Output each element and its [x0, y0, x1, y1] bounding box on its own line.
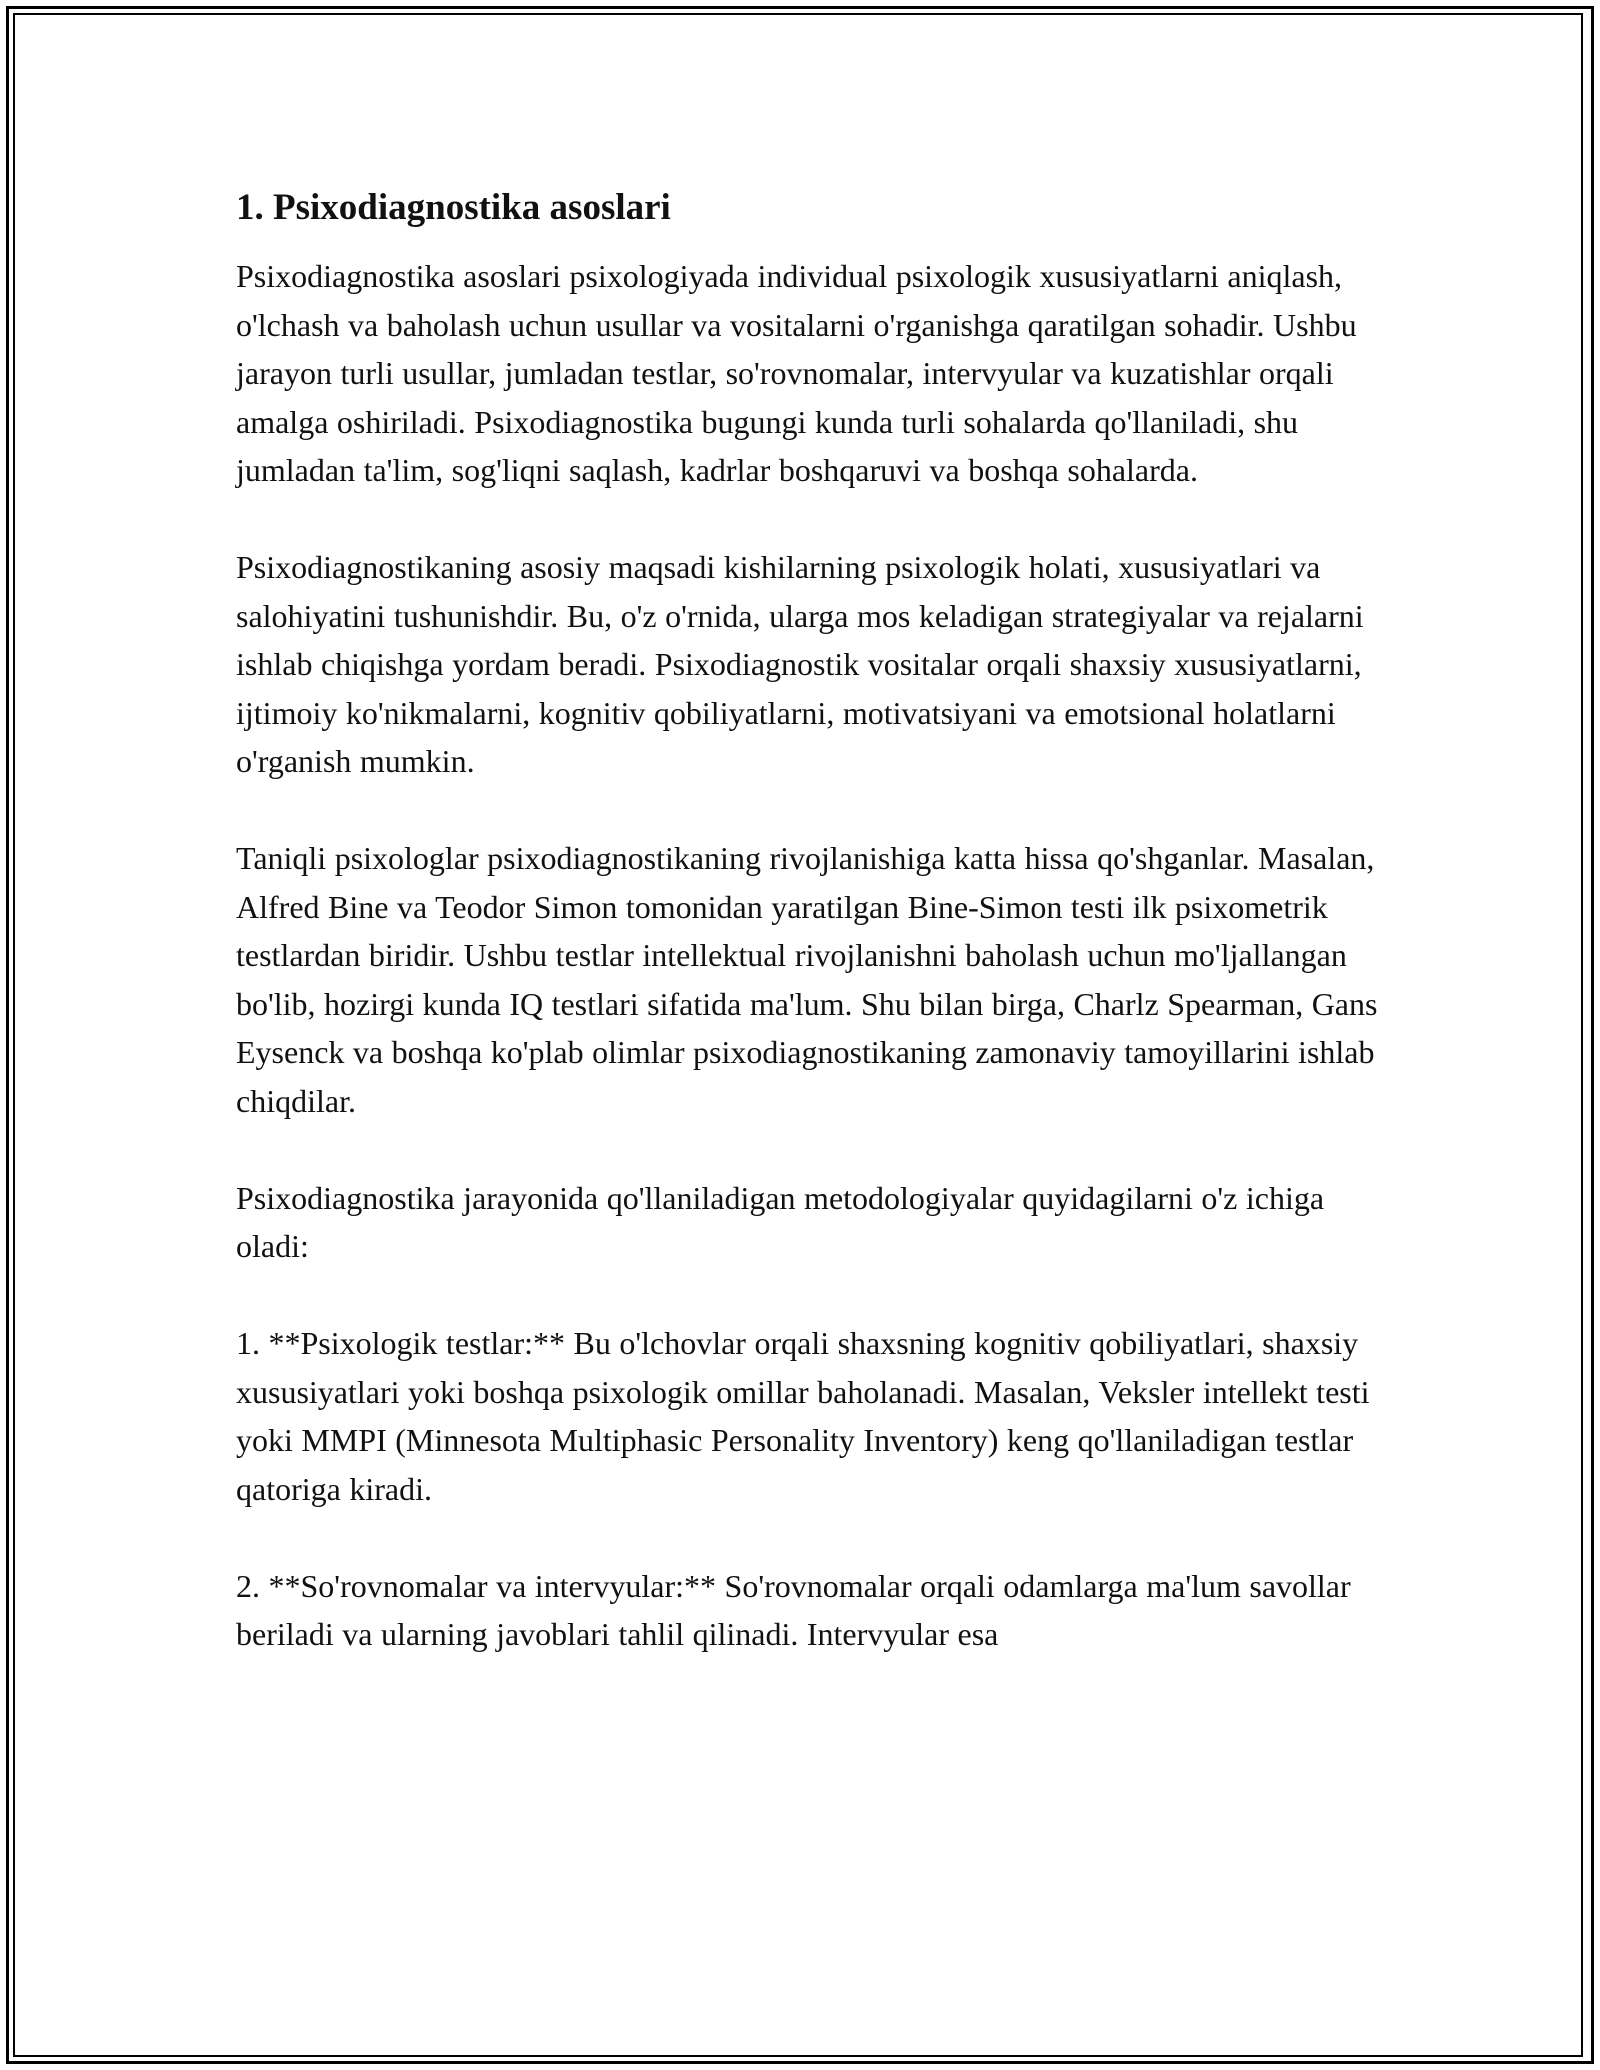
- document-body: [236, 186, 1386, 1707]
- paragraph-methods-intro: Psixodiagnostika jarayonida qo'llaniladigan metodologiyalar quyidagilarni o'z ichiga oladi:: [236, 1179, 1325, 1265]
- section-heading: 1. Psixodiagnostika asoslari: [236, 187, 671, 228]
- paragraph-intro: Psixodiagnostika asoslari psixologiyada individual psixologik xususiyatlarni aniqlash, o'lchash va baholash uchun usullar va vositalarni o'rganishga qaratilgan sohadir. Ushbu jarayon turli usullar, jumladan testlar, so'rovnomalar, intervyular va kuzatishlar orqali amalga oshiriladi. Psixodiagnostika bugungi kunda turli sohalarda qo'llaniladi, shu jumladan ta'lim, sog'liqni saqlash, kadrlar boshqaruvi va boshqa sohalarda.: [236, 258, 1357, 489]
- paragraph-purpose: Psixodiagnostikaning asosiy maqsadi kishilarning psixologik holati, xususiyatlari va salohiyatini tushunishdir. Bu, o'z o'rnida, ularga mos keladigan strategiyalar va rejalarni ishlab chiqishga yordam beradi. Psixodiagnostik vositalar orqali shaxsiy xususiyatlarni, ijtimoiy ko'nikmalarni, kognitiv qobiliyatlarni, motivatsiyani va emotsional holatlarni o'rganish mumkin.: [236, 549, 1364, 780]
- paragraph-history: Taniqli psixologlar psixodiagnostikaning rivojlanishiga katta hissa qo'shganlar. Masalan, Alfred Bine va Teodor Simon tomonidan yaratilgan Bine-Simon testi ilk psixometrik testlardan biridir. Ushbu testlar intellektual rivojlanishni baholash uchun mo'ljallangan bo'lib, hozirgi kunda IQ testlari sifatida ma'lum. Shu bilan birga, Charlz Spearman, Gans Eysenck va boshqa ko'plab olimlar psixodiagnostikaning zamonaviy tamoyillarini ishlab chiqdilar.: [236, 840, 1378, 1119]
- list-item-surveys-interviews: 2. **So'rovnomalar va intervyular:** So'rovnomalar orqali odamlarga ma'lum savollar beriladi va ularning javoblari tahlil qilinadi. Intervyular esa: [236, 1567, 1351, 1653]
- list-item-psychological-tests: 1. **Psixologik testlar:** Bu o'lchovlar orqali shaxsning kognitiv qobiliyatlari, shaxsiy xususiyatlari yoki boshqa psixologik omillar baholanadi. Masalan, Veksler intellekt testi yoki MMPI (Minnesota Multiphasic Personality Inventory) keng qo'llaniladigan testlar qatoriga kiradi.: [236, 1325, 1370, 1507]
